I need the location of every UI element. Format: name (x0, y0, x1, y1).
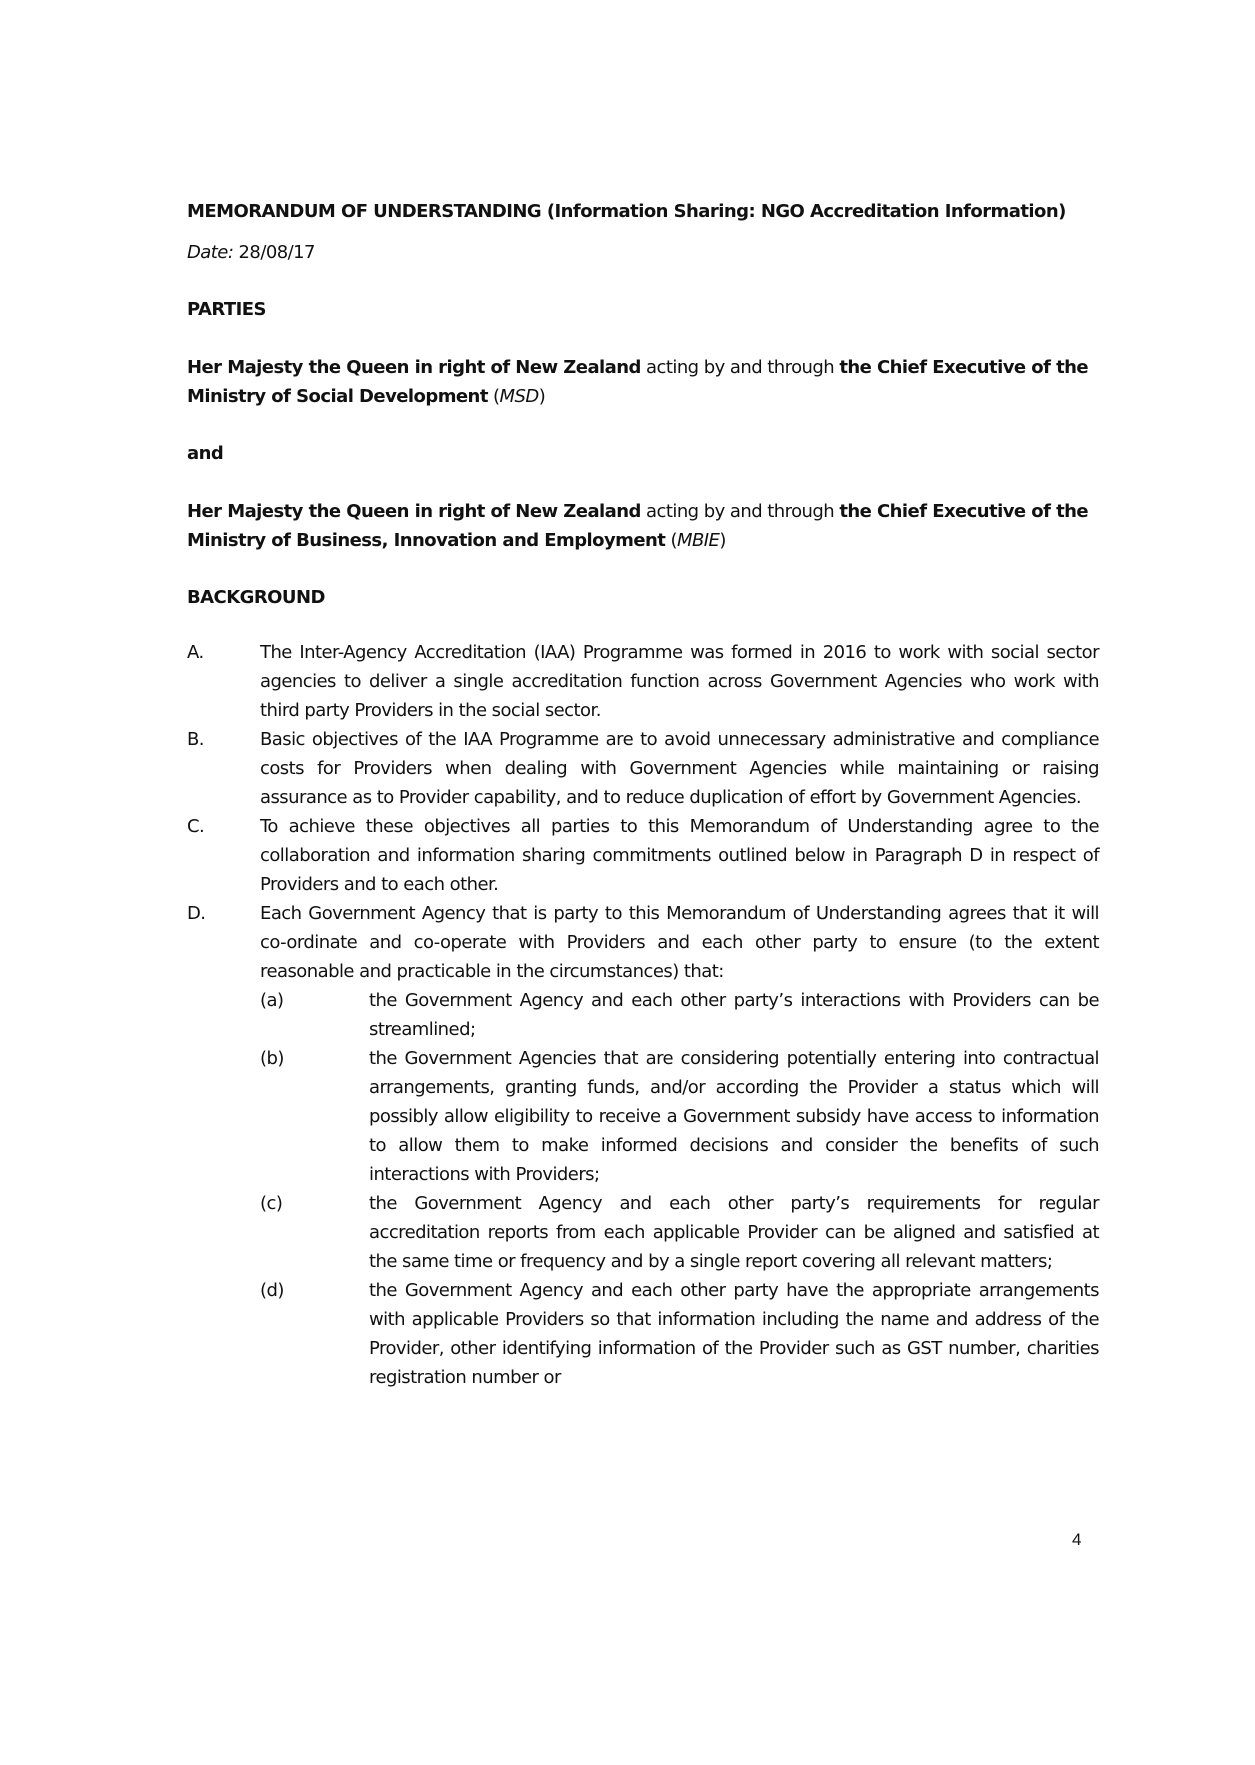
background-list (187, 638, 1099, 1392)
item-label: C. (187, 816, 205, 837)
party-agency: the Chief Executive of the Ministry of Business, Innovation and Employment (187, 501, 1089, 551)
item-label: D. (187, 903, 206, 924)
sub-item-label: (b) (260, 1048, 284, 1069)
item-body (260, 899, 1099, 1392)
sub-item-text: the Government Agencies that are considering potentially entering into contractual arrangements, granting funds, and/or according the Provider a status which will possibly allow eligibility to receive a Government subsidy have access to information to allow them to make informed decisions and consider the benefits of such interactions with Providers; (369, 1048, 1099, 1185)
sub-item-text: the Government Agency and each other party’s interactions with Providers can be streamlined; (369, 990, 1099, 1040)
item-text: The Inter-Agency Accreditation (IAA) Programme was formed in 2016 to work with social sector agencies to deliver a single accreditation function across Government Agencies who work with third party Providers in the social sector. (260, 642, 1099, 721)
paren-close: ) (538, 386, 546, 407)
paren-close: ) (719, 530, 726, 551)
party-agency: the Chief Executive of the Ministry of Social Development (187, 357, 1089, 407)
party-crown: Her Majesty the Queen in right of New Zealand (187, 357, 641, 378)
document-title: MEMORANDUM OF UNDERSTANDING (Information Sharing: NGO Accreditation Information) (187, 201, 1066, 222)
and-separator: and (187, 443, 224, 464)
item-label: A. (187, 642, 204, 663)
party-abbreviation: MBIE (677, 530, 720, 551)
background-item-c (187, 812, 1099, 899)
sub-item-text: the Government Agency and each other party have the appropriate arrangements with applicable Providers so that information including the name and address of the Provider, other identifying information of the Provider such as GST number, charities registration number or (369, 1280, 1099, 1388)
party-connector: acting by and through (640, 357, 840, 378)
paren-open: ( (665, 530, 678, 551)
background-item-b (187, 725, 1099, 812)
sub-item-c (260, 1189, 1099, 1276)
background-heading: BACKGROUND (187, 587, 325, 608)
sub-item-label: (c) (260, 1193, 283, 1214)
party-mbie (187, 497, 1099, 555)
party-connector: acting by and through (640, 501, 840, 522)
sub-item-list (260, 986, 1099, 1392)
date-label: Date: (187, 242, 234, 263)
item-text: Basic objectives of the IAA Programme are to avoid unnecessary administrative and compliance costs for Providers when dealing with Government Agencies while maintaining or raising assurance as to Provider capability, and to reduce duplication of effort by Government Agencies. (260, 729, 1099, 808)
party-crown: Her Majesty the Queen in right of New Zealand (187, 501, 641, 522)
sub-item-b (260, 1044, 1099, 1189)
document-date (187, 238, 1099, 267)
date-value: 28/08/17 (238, 242, 315, 263)
sub-item-text: the Government Agency and each other party’s requirements for regular accreditation reports from each applicable Provider can be aligned and satisfied at the same time or frequency and by a single report covering all relevant matters; (369, 1193, 1099, 1272)
background-item-d (187, 899, 1099, 1392)
item-label: B. (187, 729, 204, 750)
parties-heading: PARTIES (187, 299, 266, 320)
party-abbreviation: MSD (499, 386, 539, 407)
sub-item-d (260, 1276, 1099, 1392)
sub-item-a (260, 986, 1099, 1044)
document-page (187, 197, 1099, 1392)
page-number: 4 (1072, 1530, 1082, 1549)
item-text: Each Government Agency that is party to this Memorandum of Understanding agrees that it will co-ordinate and co-operate with Providers and each other party to ensure (to the extent reasonable and practicable in the circumstances) that: (260, 903, 1099, 982)
sub-item-label: (d) (260, 1280, 284, 1301)
paren-open: ( (487, 386, 500, 407)
item-text: To achieve these objectives all parties to this Memorandum of Understanding agree to the collaboration and information sharing commitments outlined below in Paragraph D in respect of Providers and to each other. (260, 816, 1099, 895)
sub-item-label: (a) (260, 990, 284, 1011)
background-item-a (187, 638, 1099, 725)
party-msd (187, 353, 1099, 411)
